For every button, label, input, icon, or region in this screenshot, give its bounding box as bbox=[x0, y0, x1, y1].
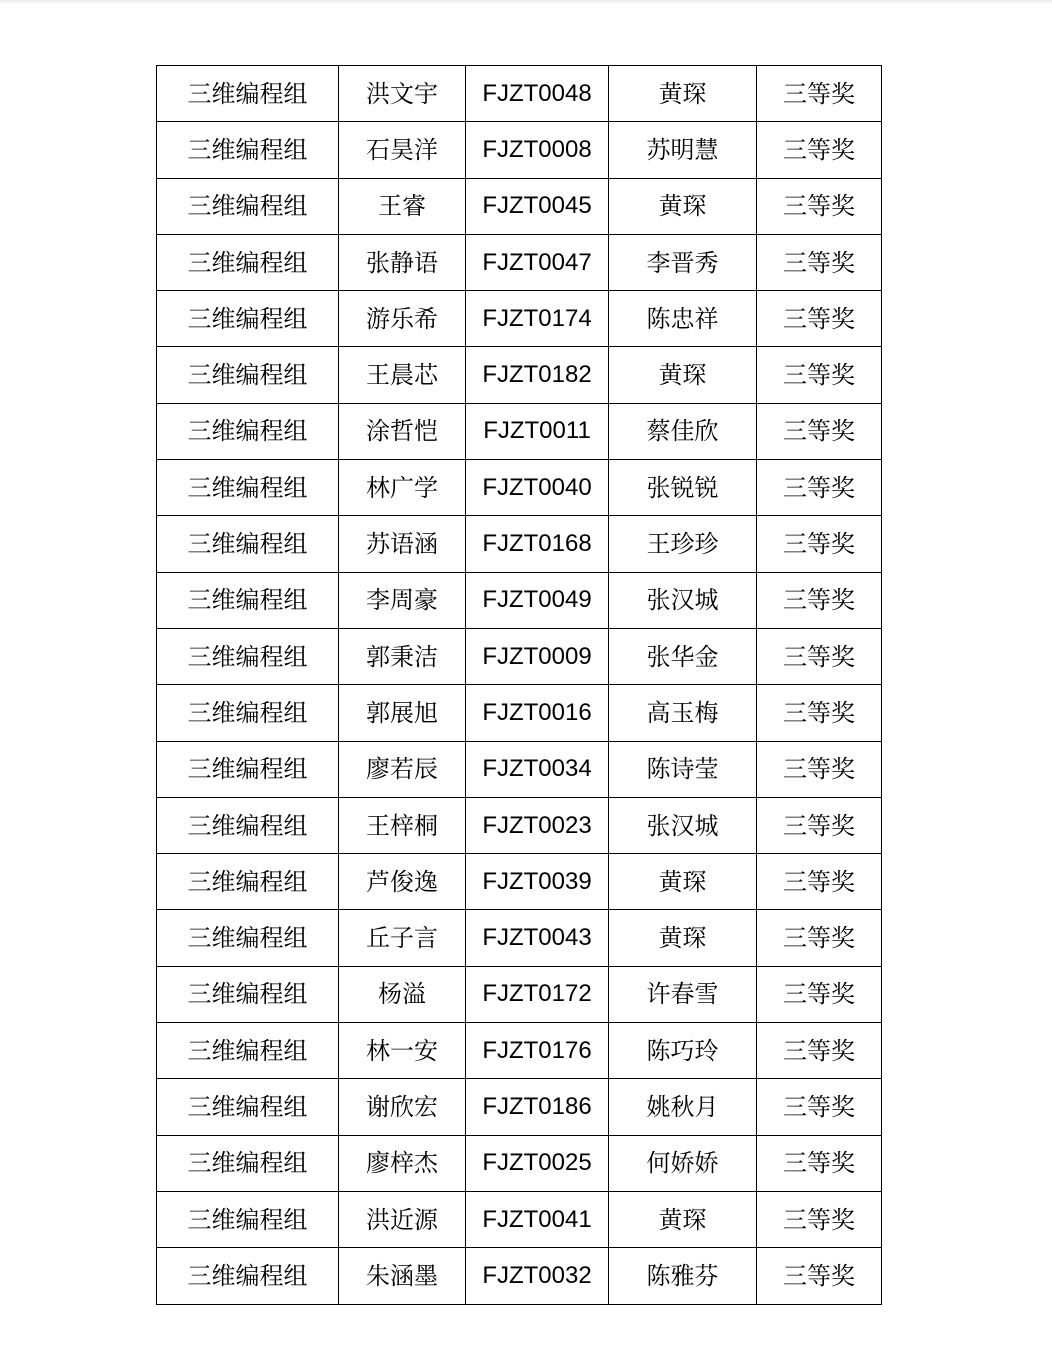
group-cell: 三维编程组 bbox=[157, 66, 339, 122]
teacher-name-cell: 陈雅芬 bbox=[609, 1248, 757, 1304]
entry-code-cell: FJZT0025 bbox=[466, 1135, 609, 1191]
table-row bbox=[157, 347, 882, 403]
teacher-name-cell: 黄琛 bbox=[609, 910, 757, 966]
student-name-cell: 涂哲恺 bbox=[339, 403, 466, 459]
award-level-cell: 三等奖 bbox=[757, 572, 882, 628]
student-name-cell: 丘子言 bbox=[339, 910, 466, 966]
group-cell: 三维编程组 bbox=[157, 1191, 339, 1247]
table-row bbox=[157, 403, 882, 459]
entry-code-cell: FJZT0182 bbox=[466, 347, 609, 403]
student-name-cell: 王梓桐 bbox=[339, 797, 466, 853]
entry-code-cell: FJZT0032 bbox=[466, 1248, 609, 1304]
group-cell: 三维编程组 bbox=[157, 1248, 339, 1304]
student-name-cell: 芦俊逸 bbox=[339, 854, 466, 910]
teacher-name-cell: 陈巧玲 bbox=[609, 1023, 757, 1079]
group-cell: 三维编程组 bbox=[157, 122, 339, 178]
entry-code-cell: FJZT0039 bbox=[466, 854, 609, 910]
table-row bbox=[157, 797, 882, 853]
group-cell: 三维编程组 bbox=[157, 291, 339, 347]
award-level-cell: 三等奖 bbox=[757, 66, 882, 122]
entry-code-cell: FJZT0174 bbox=[466, 291, 609, 347]
student-name-cell: 朱涵墨 bbox=[339, 1248, 466, 1304]
award-level-cell: 三等奖 bbox=[757, 741, 882, 797]
award-level-cell: 三等奖 bbox=[757, 966, 882, 1022]
entry-code-cell: FJZT0009 bbox=[466, 628, 609, 684]
student-name-cell: 李周豪 bbox=[339, 572, 466, 628]
student-name-cell: 林一安 bbox=[339, 1023, 466, 1079]
group-cell: 三维编程组 bbox=[157, 516, 339, 572]
award-level-cell: 三等奖 bbox=[757, 291, 882, 347]
award-level-cell: 三等奖 bbox=[757, 1191, 882, 1247]
table-row bbox=[157, 516, 882, 572]
award-results-table bbox=[156, 65, 882, 1305]
teacher-name-cell: 陈诗莹 bbox=[609, 741, 757, 797]
entry-code-cell: FJZT0008 bbox=[466, 122, 609, 178]
entry-code-cell: FJZT0049 bbox=[466, 572, 609, 628]
teacher-name-cell: 李晋秀 bbox=[609, 234, 757, 290]
entry-code-cell: FJZT0172 bbox=[466, 966, 609, 1022]
award-level-cell: 三等奖 bbox=[757, 516, 882, 572]
award-level-cell: 三等奖 bbox=[757, 234, 882, 290]
group-cell: 三维编程组 bbox=[157, 1023, 339, 1079]
teacher-name-cell: 许春雪 bbox=[609, 966, 757, 1022]
entry-code-cell: FJZT0023 bbox=[466, 797, 609, 853]
entry-code-cell: FJZT0047 bbox=[466, 234, 609, 290]
teacher-name-cell: 黄琛 bbox=[609, 178, 757, 234]
group-cell: 三维编程组 bbox=[157, 1079, 339, 1135]
entry-code-cell: FJZT0011 bbox=[466, 403, 609, 459]
teacher-name-cell: 黄琛 bbox=[609, 347, 757, 403]
group-cell: 三维编程组 bbox=[157, 403, 339, 459]
student-name-cell: 洪近源 bbox=[339, 1191, 466, 1247]
teacher-name-cell: 张锐锐 bbox=[609, 460, 757, 516]
teacher-name-cell: 高玉梅 bbox=[609, 685, 757, 741]
student-name-cell: 林广学 bbox=[339, 460, 466, 516]
teacher-name-cell: 黄琛 bbox=[609, 854, 757, 910]
teacher-name-cell: 张汉城 bbox=[609, 797, 757, 853]
table-row bbox=[157, 122, 882, 178]
table-row bbox=[157, 628, 882, 684]
teacher-name-cell: 苏明慧 bbox=[609, 122, 757, 178]
student-name-cell: 郭秉洁 bbox=[339, 628, 466, 684]
teacher-name-cell: 何娇娇 bbox=[609, 1135, 757, 1191]
group-cell: 三维编程组 bbox=[157, 628, 339, 684]
student-name-cell: 王晨芯 bbox=[339, 347, 466, 403]
group-cell: 三维编程组 bbox=[157, 910, 339, 966]
student-name-cell: 苏语涵 bbox=[339, 516, 466, 572]
student-name-cell: 廖若辰 bbox=[339, 741, 466, 797]
group-cell: 三维编程组 bbox=[157, 347, 339, 403]
entry-code-cell: FJZT0040 bbox=[466, 460, 609, 516]
group-cell: 三维编程组 bbox=[157, 797, 339, 853]
entry-code-cell: FJZT0186 bbox=[466, 1079, 609, 1135]
group-cell: 三维编程组 bbox=[157, 234, 339, 290]
award-level-cell: 三等奖 bbox=[757, 178, 882, 234]
award-level-cell: 三等奖 bbox=[757, 854, 882, 910]
entry-code-cell: FJZT0168 bbox=[466, 516, 609, 572]
table-row bbox=[157, 178, 882, 234]
group-cell: 三维编程组 bbox=[157, 741, 339, 797]
award-level-cell: 三等奖 bbox=[757, 797, 882, 853]
student-name-cell: 游乐希 bbox=[339, 291, 466, 347]
award-level-cell: 三等奖 bbox=[757, 1023, 882, 1079]
entry-code-cell: FJZT0016 bbox=[466, 685, 609, 741]
entry-code-cell: FJZT0045 bbox=[466, 178, 609, 234]
teacher-name-cell: 姚秋月 bbox=[609, 1079, 757, 1135]
entry-code-cell: FJZT0176 bbox=[466, 1023, 609, 1079]
group-cell: 三维编程组 bbox=[157, 685, 339, 741]
award-level-cell: 三等奖 bbox=[757, 1248, 882, 1304]
student-name-cell: 张静语 bbox=[339, 234, 466, 290]
award-level-cell: 三等奖 bbox=[757, 403, 882, 459]
student-name-cell: 洪文宇 bbox=[339, 66, 466, 122]
table-row bbox=[157, 66, 882, 122]
entry-code-cell: FJZT0041 bbox=[466, 1191, 609, 1247]
entry-code-cell: FJZT0043 bbox=[466, 910, 609, 966]
table-row bbox=[157, 460, 882, 516]
student-name-cell: 郭展旭 bbox=[339, 685, 466, 741]
table-row bbox=[157, 910, 882, 966]
table-row bbox=[157, 1248, 882, 1304]
award-level-cell: 三等奖 bbox=[757, 1079, 882, 1135]
group-cell: 三维编程组 bbox=[157, 572, 339, 628]
table-row bbox=[157, 234, 882, 290]
teacher-name-cell: 陈忠祥 bbox=[609, 291, 757, 347]
teacher-name-cell: 张汉城 bbox=[609, 572, 757, 628]
award-level-cell: 三等奖 bbox=[757, 628, 882, 684]
student-name-cell: 王睿 bbox=[339, 178, 466, 234]
page-top-edge bbox=[0, 0, 1052, 4]
award-level-cell: 三等奖 bbox=[757, 460, 882, 516]
table-row bbox=[157, 966, 882, 1022]
table-row bbox=[157, 1135, 882, 1191]
group-cell: 三维编程组 bbox=[157, 854, 339, 910]
student-name-cell: 廖梓杰 bbox=[339, 1135, 466, 1191]
entry-code-cell: FJZT0048 bbox=[466, 66, 609, 122]
table-row bbox=[157, 685, 882, 741]
entry-code-cell: FJZT0034 bbox=[466, 741, 609, 797]
teacher-name-cell: 蔡佳欣 bbox=[609, 403, 757, 459]
table-row bbox=[157, 1191, 882, 1247]
table-row bbox=[157, 572, 882, 628]
award-level-cell: 三等奖 bbox=[757, 1135, 882, 1191]
table-row bbox=[157, 854, 882, 910]
award-level-cell: 三等奖 bbox=[757, 685, 882, 741]
table-row bbox=[157, 1023, 882, 1079]
student-name-cell: 杨溢 bbox=[339, 966, 466, 1022]
table-row bbox=[157, 741, 882, 797]
teacher-name-cell: 黄琛 bbox=[609, 1191, 757, 1247]
teacher-name-cell: 张华金 bbox=[609, 628, 757, 684]
table-body bbox=[157, 66, 882, 1305]
group-cell: 三维编程组 bbox=[157, 1135, 339, 1191]
student-name-cell: 谢欣宏 bbox=[339, 1079, 466, 1135]
award-level-cell: 三等奖 bbox=[757, 347, 882, 403]
student-name-cell: 石昊洋 bbox=[339, 122, 466, 178]
group-cell: 三维编程组 bbox=[157, 460, 339, 516]
group-cell: 三维编程组 bbox=[157, 178, 339, 234]
award-level-cell: 三等奖 bbox=[757, 910, 882, 966]
table-row bbox=[157, 1079, 882, 1135]
award-level-cell: 三等奖 bbox=[757, 122, 882, 178]
group-cell: 三维编程组 bbox=[157, 966, 339, 1022]
table-row bbox=[157, 291, 882, 347]
teacher-name-cell: 王珍珍 bbox=[609, 516, 757, 572]
teacher-name-cell: 黄琛 bbox=[609, 66, 757, 122]
